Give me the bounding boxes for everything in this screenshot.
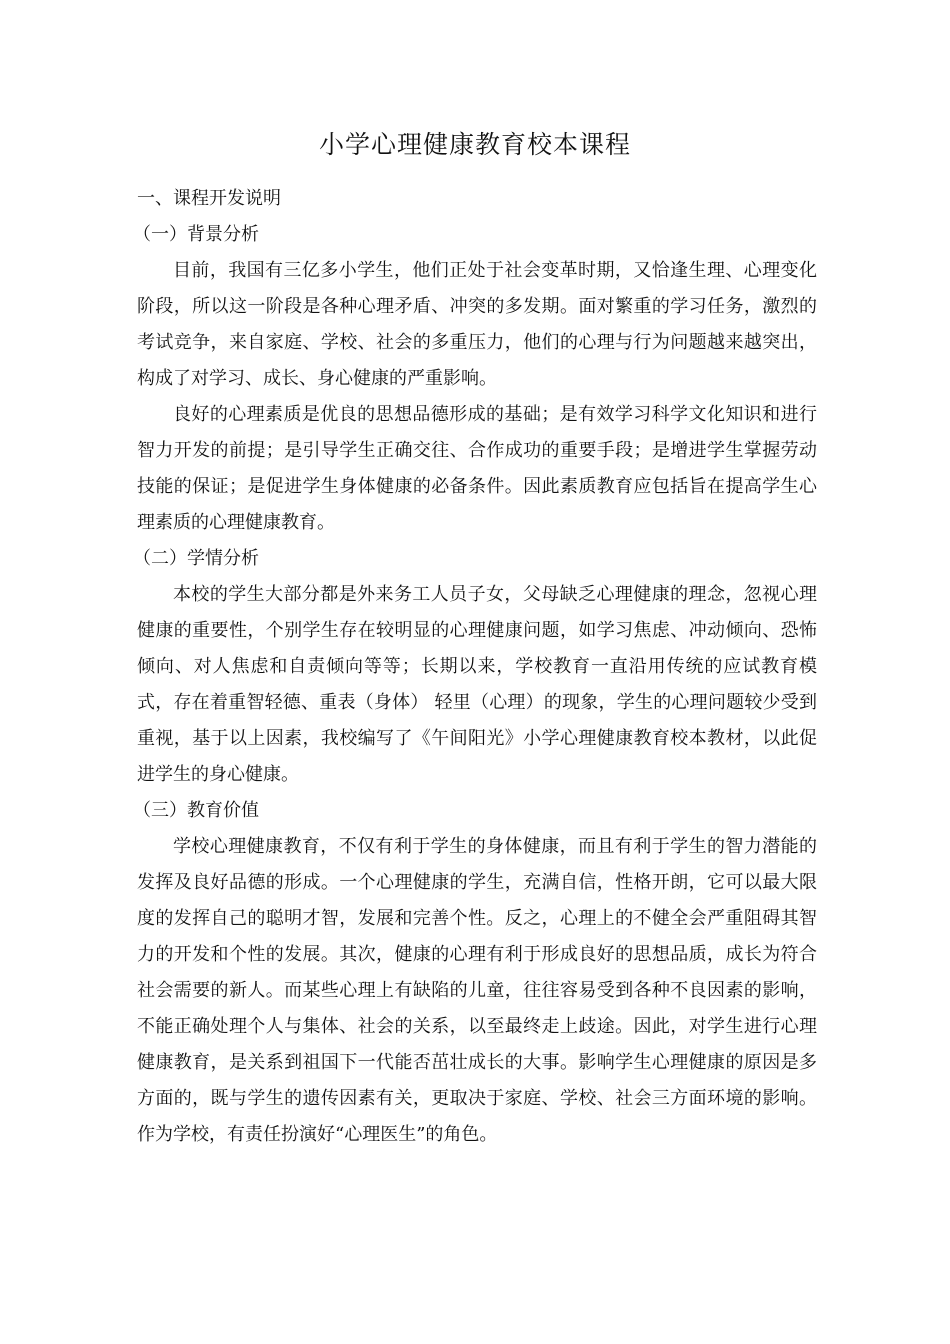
page-title: 小学心理健康教育校本课程 — [318, 130, 631, 159]
paragraph-student-analysis: 本校的学生大部分都是外来务工人员子女，父母缺乏心理健康的理念，忽视心理健康的重要性，个别学生存在较明显的心理健康问题，如学习焦虑、冲动倾向、恐怖倾向、对人焦虑和自责倾向等等；长期以来，学校教育一直沿用传统的应试教育模式，存在着重智轻德、重表（身体） 轻里（心理）的现象，学生的心理问题较少受到重视，基于以上因素，我校编写了《午间阳光》小学心理健康教育校本教材，以此促进学生的身心健康。 — [137, 584, 817, 785]
paragraph-educational-value: 学校心理健康教育，不仅有利于学生的身体健康，而且有利于学生的智力潜能的发挥及良好品德的形成。一个心理健康的学生，充满自信，性格开朗，它可以最大限度的发挥自己的聪明才智，发展和完善个性。反之，心理上的不健全会严重阻碍其智力的开发和个性的发展。其次，健康的心理有利于形成良好的思想品质，成长为符合社会需要的新人。而某些心理上有缺陷的儿童，往往容易受到各种不良因素的影响，不能正确处理个人与集体、社会的关系，以至最终走上歧途。因此，对学生进行心理健康教育，是关系到祖国下一代能否茁壮成长的大事。影响学生心理健康的原因是多方面的，既与学生的遗传因素有关，更取决于家庭、学校、社会三方面环境的影响。作为学校，有责任扮演好“心理医生”的角色。 — [137, 836, 817, 1145]
subheading-background-analysis: （一）背景分析 — [133, 224, 259, 245]
document-body — [133, 181, 817, 1153]
subheading-student-analysis: （二）学情分析 — [133, 548, 259, 569]
paragraph-background-1: 目前，我国有三亿多小学生，他们正处于社会变革时期，又恰逢生理、心理变化阶段，所以这一阶段是各种心理矛盾、冲突的多发期。面对繁重的学习任务，激烈的考试竞争，来自家庭、学校、社会的多重压力，他们的心理与行为问题越来越突出，构成了对学习、成长、身心健康的严重影响。 — [137, 260, 817, 389]
paragraph-background-2: 良好的心理素质是优良的思想品德形成的基础；是有效学习科学文化知识和进行智力开发的前提；是引导学生正确交往、合作成功的重要手段；是增进学生掌握劳动技能的保证；是促进学生身体健康的必备条件。因此素质教育应包括旨在提高学生心理素质的心理健康教育。 — [137, 404, 817, 533]
subheading-educational-value: （三）教育价值 — [133, 800, 259, 821]
section-heading-course-development: 一、课程开发说明 — [137, 188, 281, 209]
